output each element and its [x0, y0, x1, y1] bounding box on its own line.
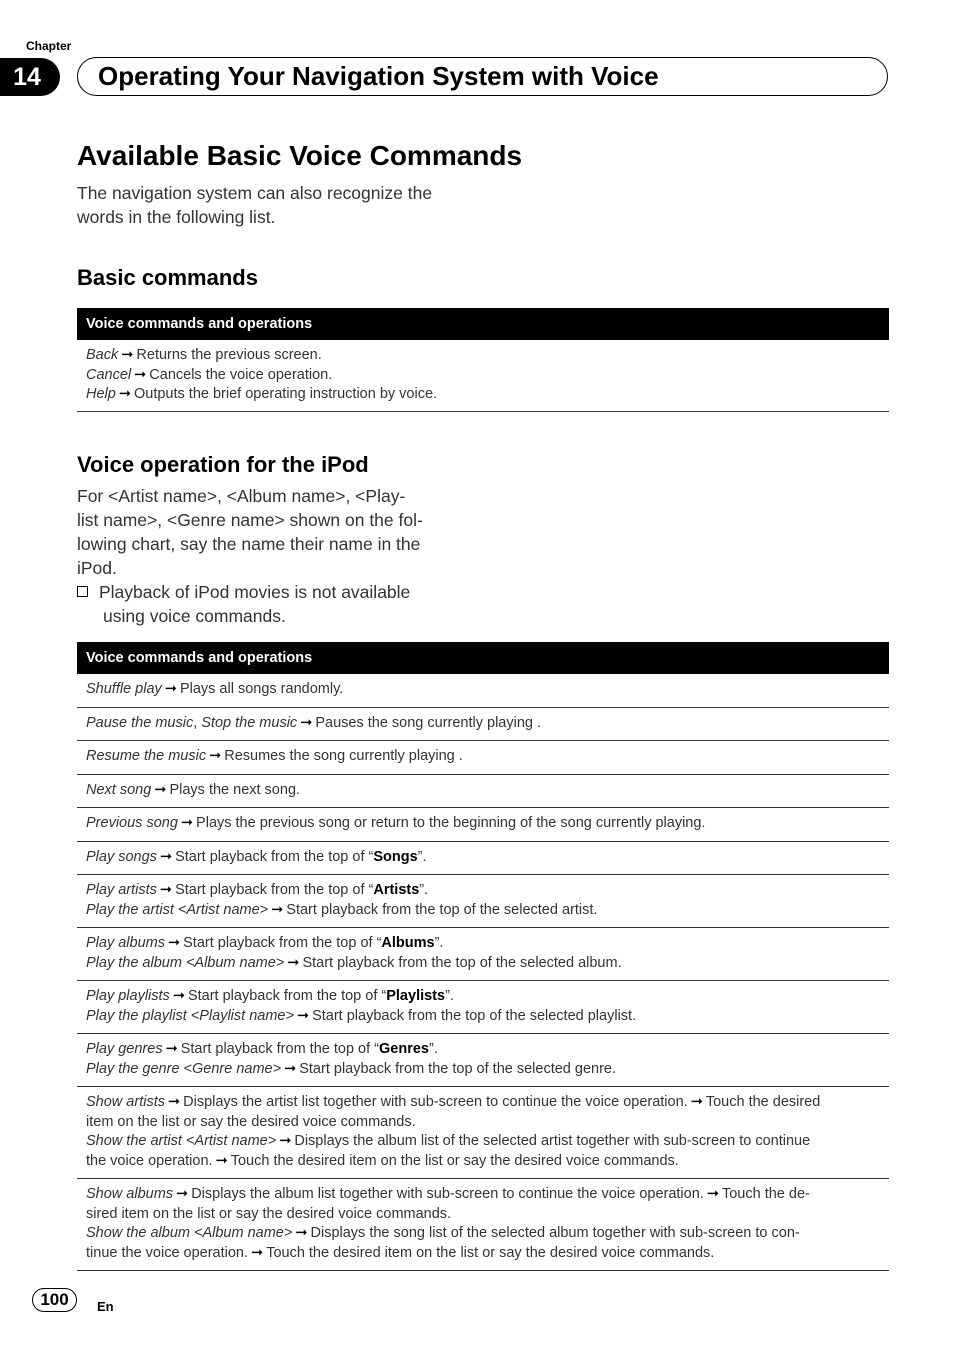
description-text: Start playback from the top of the selected artist. — [286, 901, 598, 918]
description-end: ”. — [419, 882, 429, 898]
arrow-icon: ➞ — [706, 1186, 719, 1202]
arrow-icon: ➞ — [287, 954, 300, 971]
command-text: Play albums — [86, 935, 165, 951]
description-text: Plays the previous song or return to the beginning of the song currently playing. — [196, 815, 706, 831]
description-text: the voice operation. — [86, 1152, 213, 1169]
table-header: Voice commands and operations — [77, 308, 889, 340]
arrow-icon: ➞ — [159, 848, 173, 865]
description-text: Start playback from the top of “ — [175, 882, 374, 898]
description-text: Displays the song list of the selected album together with sub-screen to con- — [310, 1225, 800, 1241]
arrow-icon: ➞ — [284, 1060, 297, 1077]
description-text: Displays the album list together with sub-screen to continue the voice operation. — [191, 1186, 704, 1202]
description-text: Start playback from the top of the selected genre. — [299, 1060, 616, 1077]
arrow-icon: ➞ — [300, 714, 313, 731]
description-text: Start playback from the top of “ — [187, 988, 387, 1004]
description-text: Displays the album list of the selected artist together with sub-screen to continue — [294, 1133, 811, 1149]
arrow-icon: ➞ — [164, 681, 177, 697]
menu-name-text: Genres — [379, 1041, 429, 1057]
command-text: Play the genre <Genre name> — [86, 1060, 282, 1077]
basic-commands-table — [77, 308, 889, 412]
ipod-note — [77, 580, 477, 628]
description-end: ”. — [434, 935, 444, 951]
arrow-icon: ➞ — [215, 1152, 228, 1169]
description-text: Cancels the voice operation. — [149, 366, 333, 383]
basic-commands-heading: Basic commands — [77, 265, 258, 290]
table-row — [77, 674, 889, 708]
table-row — [77, 842, 889, 876]
arrow-icon: ➞ — [251, 1244, 264, 1261]
ipod-intro-line: list name>, <Genre name> shown on the fol- — [77, 510, 423, 530]
table-row — [77, 1179, 889, 1271]
arrow-icon: ➞ — [271, 901, 284, 918]
note-line: using voice commands. — [103, 606, 286, 626]
ipod-commands-table — [77, 642, 889, 1271]
description-text: Pauses the song currently playing . — [315, 714, 542, 731]
note-checkbox-icon — [77, 586, 88, 597]
arrow-icon: ➞ — [296, 1007, 310, 1024]
command-text: Show albums — [86, 1186, 174, 1202]
table-row — [77, 741, 889, 775]
arrow-icon: ➞ — [279, 1133, 292, 1149]
ipod-intro-line: iPod. — [77, 558, 117, 578]
description-end: ”. — [428, 1041, 438, 1057]
description-end: ”. — [445, 988, 454, 1004]
arrow-icon: ➞ — [172, 988, 185, 1004]
page-number: 100 — [32, 1288, 77, 1312]
table-row — [77, 708, 889, 742]
description-text: Touch the desired — [705, 1094, 821, 1110]
description-text: sired item on the list or say the desired voice commands. — [86, 1205, 452, 1222]
intro-paragraph: The navigation system can also recognize the words in the following list. — [77, 183, 433, 227]
command-text: Shuffle play — [86, 681, 162, 697]
description-text: Start playback from the top of the selected playlist. — [312, 1007, 637, 1024]
description-text: Returns the previous screen. — [136, 347, 322, 363]
description-text: Touch the de- — [721, 1186, 810, 1202]
command-text: Play artists — [86, 882, 157, 898]
description-text: Start playback from the top of “ — [183, 935, 382, 951]
menu-name-text: Albums — [381, 935, 435, 951]
command-text: Play the album <Album name> — [86, 954, 285, 971]
language-label: En — [97, 1299, 114, 1314]
command-text: Pause the music — [86, 714, 194, 731]
menu-name-text: Songs — [373, 848, 418, 865]
chapter-number: 14 — [0, 58, 60, 96]
arrow-icon: ➞ — [167, 935, 181, 951]
command-text: Cancel — [86, 366, 132, 383]
description-text: Outputs the brief operating instruction by voice. — [133, 386, 438, 402]
chapter-label: Chapter — [26, 39, 72, 53]
table-row — [77, 875, 889, 928]
table-row — [77, 1087, 889, 1179]
ipod-heading: Voice operation for the iPod — [77, 452, 369, 477]
description-text: Touch the desired item on the list or say the desired voice commands. — [230, 1152, 679, 1169]
arrow-icon: ➞ — [690, 1094, 703, 1110]
chapter-title — [77, 57, 888, 96]
command-text: Play playlists — [86, 988, 170, 1004]
arrow-icon: ➞ — [167, 1094, 181, 1110]
command-text: Play the artist <Artist name> — [86, 901, 269, 918]
arrow-icon: ➞ — [159, 882, 173, 898]
description-text: Start playback from the top of the selected album. — [302, 954, 622, 971]
chapter-title-text: Operating Your Navigation System with Voice — [98, 61, 659, 91]
description-text: tinue the voice operation. — [86, 1244, 249, 1261]
menu-name-text: Artists — [373, 882, 420, 898]
command-text: Play songs — [86, 848, 157, 865]
note-line: Playback of iPod movies is not available — [99, 582, 411, 602]
command-text: Show the album <Album name> — [86, 1225, 293, 1241]
table-header: Voice commands and operations — [77, 642, 889, 674]
arrow-icon: ➞ — [154, 781, 167, 798]
arrow-icon: ➞ — [295, 1225, 308, 1241]
arrow-icon: ➞ — [121, 347, 134, 363]
command-text: Play genres — [86, 1041, 163, 1057]
menu-name-text: Playlists — [386, 988, 446, 1004]
ipod-intro-line: lowing chart, say the name their name in the — [77, 534, 421, 554]
arrow-icon: ➞ — [176, 1186, 189, 1202]
description-text: Displays the artist list together with sub-screen to continue the voice operation. — [183, 1094, 688, 1110]
command-text: Show artists — [86, 1094, 165, 1110]
separator-text: , — [193, 714, 202, 731]
description-text: Plays the next song. — [169, 781, 301, 798]
table-row — [77, 928, 889, 981]
description-text: Plays all songs randomly. — [179, 681, 344, 697]
table-row — [77, 808, 889, 842]
description-text: Resumes the song currently playing . — [224, 748, 463, 764]
table-row — [77, 981, 889, 1034]
command-text: Back — [86, 347, 119, 363]
description-text: Touch the desired item on the list or say the desired voice commands. — [266, 1244, 715, 1261]
arrow-icon: ➞ — [180, 815, 194, 831]
table-row — [77, 775, 889, 809]
description-end: ”. — [417, 848, 427, 865]
table-row — [77, 1034, 889, 1087]
page-title: Available Basic Voice Commands — [77, 140, 523, 171]
command-text: Stop the music — [201, 714, 298, 731]
description-text: item on the list or say the desired voice commands. — [86, 1113, 416, 1130]
arrow-icon: ➞ — [118, 386, 131, 402]
command-text: Previous song — [86, 815, 178, 831]
ipod-intro — [77, 484, 497, 580]
command-text: Resume the music — [86, 748, 207, 764]
command-text: Next song — [86, 781, 152, 798]
ipod-intro-line: For <Artist name>, <Album name>, <Play- — [77, 486, 406, 506]
arrow-icon: ➞ — [165, 1041, 178, 1057]
command-text: Play the playlist <Playlist name> — [86, 1007, 294, 1024]
table-row — [77, 340, 889, 412]
arrow-icon: ➞ — [134, 366, 147, 383]
arrow-icon: ➞ — [209, 748, 222, 764]
description-text: Start playback from the top of “ — [180, 1041, 379, 1057]
command-text: Show the artist <Artist name> — [86, 1133, 277, 1149]
description-text: Start playback from the top of “ — [175, 848, 374, 865]
command-text: Help — [86, 386, 116, 402]
